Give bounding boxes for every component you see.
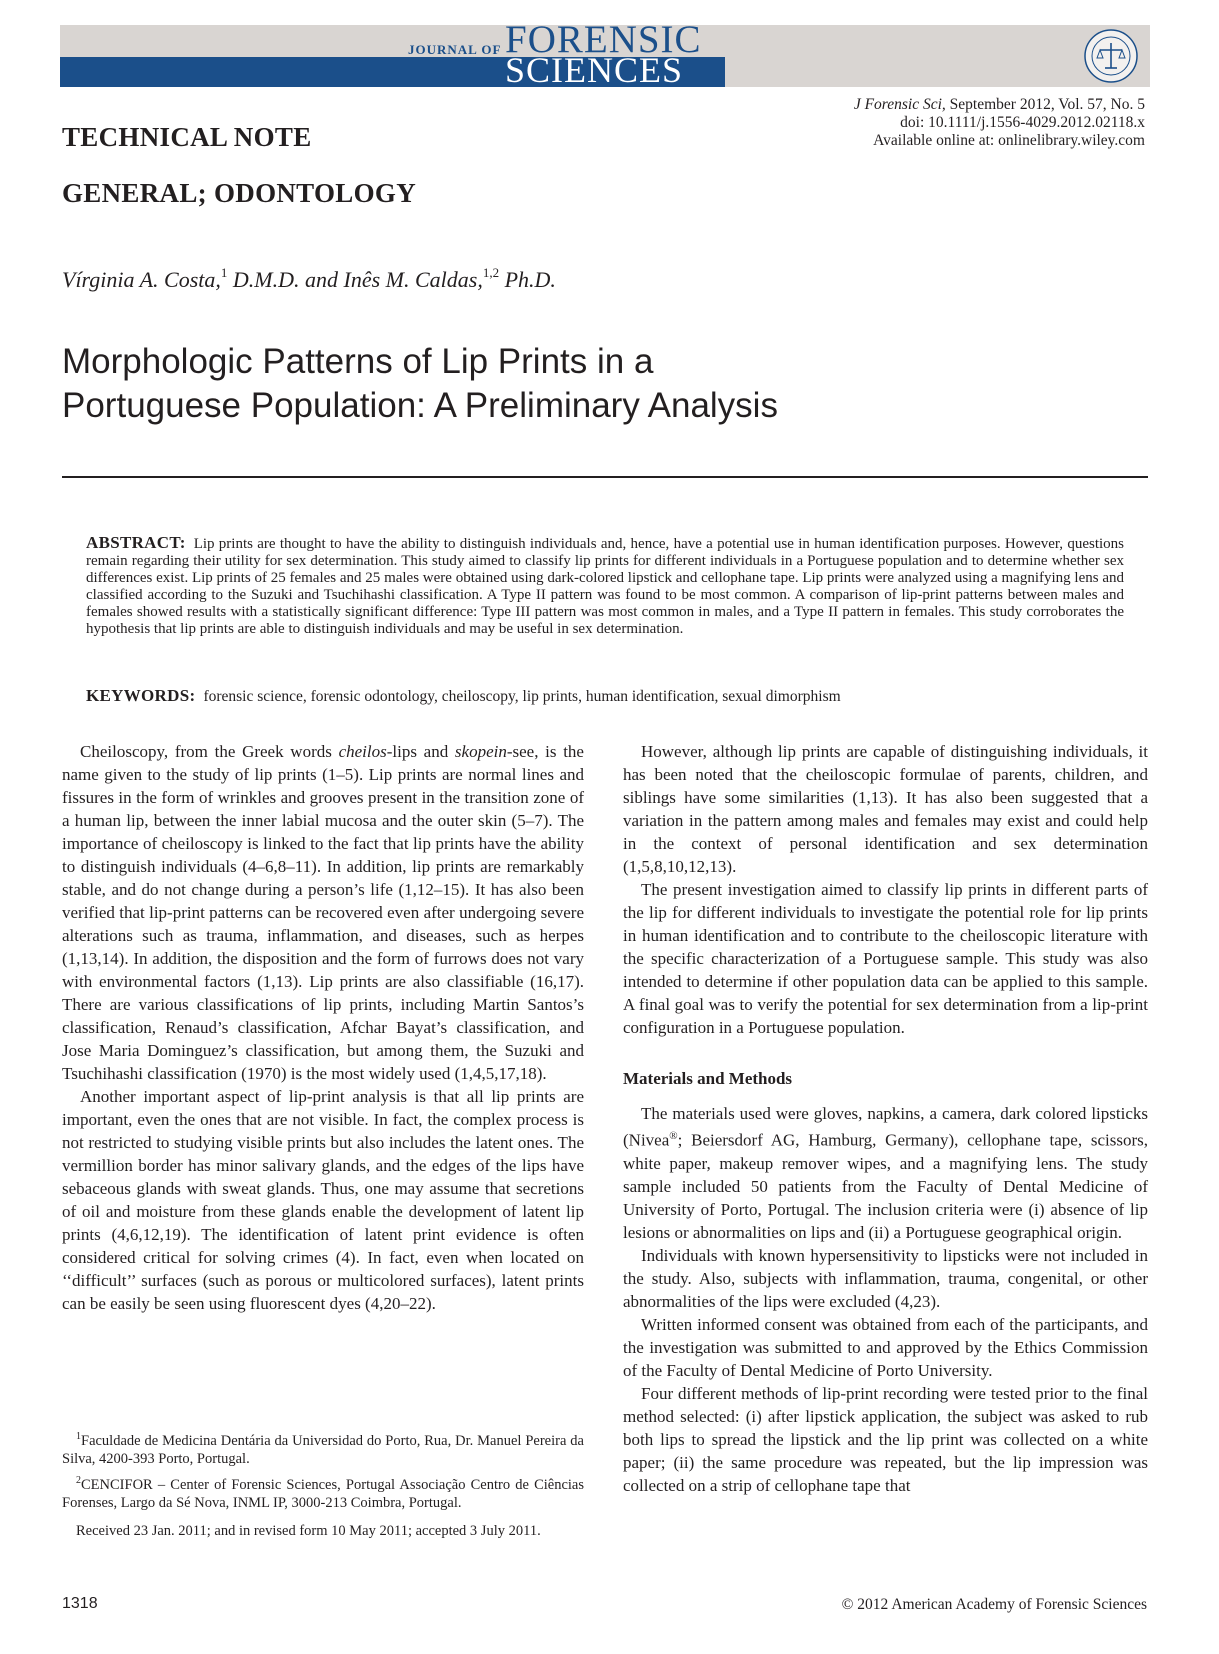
note-type: TECHNICAL NOTE bbox=[62, 122, 312, 152]
greek-word: cheilos bbox=[338, 742, 387, 761]
abstract bbox=[86, 534, 1124, 638]
citation-block bbox=[854, 96, 1145, 150]
author-2-degree: Ph.D. bbox=[499, 267, 556, 292]
registered-mark: ® bbox=[669, 1130, 678, 1142]
article-category: GENERAL; ODONTOLOGY bbox=[62, 178, 416, 208]
footnote-text: CENCIFOR – Center of Forensic Sciences, Portugal Associação Centro de Ciências Forenses, Largo da Sé Nova, INML IP, 3000-213 Coimbra, Portugal. bbox=[62, 1476, 584, 1511]
keywords-text: forensic science, forensic odontology, cheiloscopy, lip prints, human identification, sexual dimorphism bbox=[203, 688, 841, 705]
issue-info: September 2012, Vol. 57, No. 5 bbox=[945, 96, 1145, 113]
author-1-name: Vírginia A. Costa, bbox=[62, 267, 221, 292]
journal-abbrev: J Forensic Sci, bbox=[853, 96, 946, 113]
footnote-1 bbox=[62, 1428, 584, 1468]
abstract-text: Lip prints are thought to have the ability to distinguish individuals and, hence, have a potential use in human identification purposes. However, questions remain regarding their utility for sex determination. This study aimed to classify lip prints for different individuals in a Portuguese population and to determine whether sex differences exist. Lip prints of 25 females and 25 males were obtained using dark-colored lipstick and cellophane tape. Lip prints were analyzed using a magnifying lens and classified according to the Suzuki and Tsuchihashi classification. A Type II pattern was found to be most common. A comparison of lip-print patterns between males and females showed results with a statistically significant difference: Type III pattern was most common in males, and a Type II pattern in females. This study corroborates the hypothesis that lip prints are able to distinguish individuals and may be useful in sex determination. bbox=[86, 536, 1124, 637]
footnote-marker: 2 bbox=[76, 1474, 81, 1486]
aafs-seal-icon bbox=[1083, 28, 1139, 84]
title-divider bbox=[62, 476, 1148, 478]
abstract-label: ABSTRACT: bbox=[86, 533, 186, 552]
paragraph bbox=[62, 740, 584, 1085]
body-left-column bbox=[62, 740, 584, 1315]
footnote-text: Faculdade de Medicina Dentária da Universidad do Porto, Rua, Dr. Manuel Pereira da Silva, 4200-393 Porto, Portugal. bbox=[62, 1432, 584, 1467]
paragraph: Individuals with known hypersensitivity to lipsticks were not included in the study. Also, subjects with inflammation, trauma, congenital, or other abnormalities of the lips were excluded (4,23). bbox=[623, 1245, 1148, 1311]
title-line-2: Portuguese Population: A Preliminary Analysis bbox=[62, 386, 778, 425]
received-dates: Received 23 Jan. 2011; and in revised form 10 May 2011; accepted 3 July 2011. bbox=[76, 1522, 541, 1539]
journal-of-label: JOURNAL OF bbox=[408, 42, 502, 57]
keywords-label: KEYWORDS: bbox=[86, 686, 196, 705]
journal-name-forensic: FORENSIC bbox=[505, 18, 702, 61]
paragraph: However, although lip prints are capable of distinguishing individuals, it has been noted that the cheiloscopic formulae of parents, children, and siblings have some similarities (1,13). It has also been suggested that a variation in the pattern among males and females may exist and could help in the context of personal identification and sex determination (1,5,8,10,12,13). bbox=[623, 742, 1148, 876]
online-availability: Available online at: onlinelibrary.wiley.com bbox=[873, 132, 1145, 149]
greek-word: skopein bbox=[454, 742, 507, 761]
footnote-2 bbox=[62, 1472, 584, 1512]
author-line bbox=[62, 265, 556, 293]
text-run: -see, is the name given to the study of lip prints (1–5). Lip prints are normal lines and fissures in the form of wrinkles and grooves present in the transition zone of a human lip, between the inner labial mucosa and the outer skin (5–7). The importance of cheiloscopy is linked to the fact that lip prints have the ability to distinguish individuals (4–6,8–11). In addition, lip prints are remarkably stable, and do not change during a person’s life (1,12–15). It has also been verified that lip-print patterns can be recovered even after undergoing severe alterations such as trauma, inflammation, and diseases, such as herpes (1,13,14). In addition, the disposition and the form of furrows does not vary with environmental factors (1,13). Lip prints are also classifiable (16,17). There are various classifications of lip prints, including Martin Santos’s classification, Renaud’s classification, Afchar Bayat’s classification, and Jose Maria Dominguez’s classification, but among them, the Suzuki and Tsuchihashi classification (1970) is the most widely used (1,4,5,17,18). bbox=[62, 742, 584, 1083]
journal-name-sciences: SCIENCES bbox=[505, 50, 684, 90]
author-2-name: D.M.D. and Inês M. Caldas, bbox=[227, 267, 483, 292]
body-right-column bbox=[623, 740, 1148, 1497]
paragraph bbox=[623, 1102, 1148, 1244]
paragraph: Another important aspect of lip-print analysis is that all lip prints are important, even the ones that are not visible. In fact, the complex process is not restricted to studying visible prints but also includes the latent ones. The vermillion border has minor salivary glands, and the edges of the lips have sebaceous glands with sweat glands. Thus, one may assume that secretions of oil and moisture from these glands enable the development of latent lip prints (4,6,12,19). The identification of latent print evidence is often considered critical for solving crimes (4). In fact, even when located on ‘‘difficult’’ surfaces (such as porous or multicolored surfaces), latent prints can be easily be seen using fluorescent dyes (4,20–22). bbox=[62, 1087, 584, 1313]
paragraph: The present investigation aimed to classify lip prints in different parts of the lip for different individuals to investigate the potential role for lip prints in human identification and to contribute to the cheiloscopic literature with the specific characterization of a Portuguese sample. This study was also intended to determine if other population data can be applied to this sample. A final goal was to verify the potential for sex determination from a lip-print configuration in a Portuguese population. bbox=[623, 880, 1148, 1037]
copyright: © 2012 American Academy of Forensic Sciences bbox=[841, 1596, 1147, 1613]
text-run: The materials used were gloves, napkins, a camera, dark colored lipsticks (Nivea bbox=[623, 1104, 1148, 1150]
page-number: 1318 bbox=[62, 1595, 98, 1612]
footnote-marker: 1 bbox=[76, 1431, 81, 1442]
doi: doi: 10.1111/j.1556-4029.2012.02118.x bbox=[900, 114, 1145, 131]
paragraph: Four different methods of lip-print recording were tested prior to the final method selected: (i) after lipstick application, the subject was asked to rub both lips to spread the lipstick and the lip print was collected on a white paper; (ii) the same procedure was repeated, but the lip impression was collected on a strip of cellophane tape that bbox=[623, 1383, 1148, 1495]
section-heading: Materials and Methods bbox=[623, 1069, 793, 1088]
text-run: -lips and bbox=[386, 742, 455, 761]
article-title bbox=[62, 340, 1062, 428]
author-1-affil: 1 bbox=[220, 265, 228, 280]
keywords bbox=[86, 686, 1124, 706]
title-line-1: Morphologic Patterns of Lip Prints in a bbox=[62, 342, 654, 381]
paragraph: Written informed consent was obtained from each of the participants, and the investigation was submitted to and approved by the Ethics Commission of the Faculty of Dental Medicine of Porto University. bbox=[623, 1314, 1148, 1380]
affiliation-footnotes bbox=[62, 1428, 584, 1544]
text-run: Cheiloscopy, from the Greek words bbox=[80, 742, 339, 761]
author-2-affil: 1,2 bbox=[482, 265, 500, 280]
text-run: ; Beiersdorf AG, Hamburg, Germany), cellophane tape, scissors, white paper, makeup remover wipes, and a magnifying lens. The study sample included 50 patients from the Faculty of Dental Medicine of University of Porto, Portugal. The inclusion criteria were (i) absence of lip lesions or abnormalities on lips and (ii) a Portuguese geographical origin. bbox=[623, 1130, 1148, 1242]
